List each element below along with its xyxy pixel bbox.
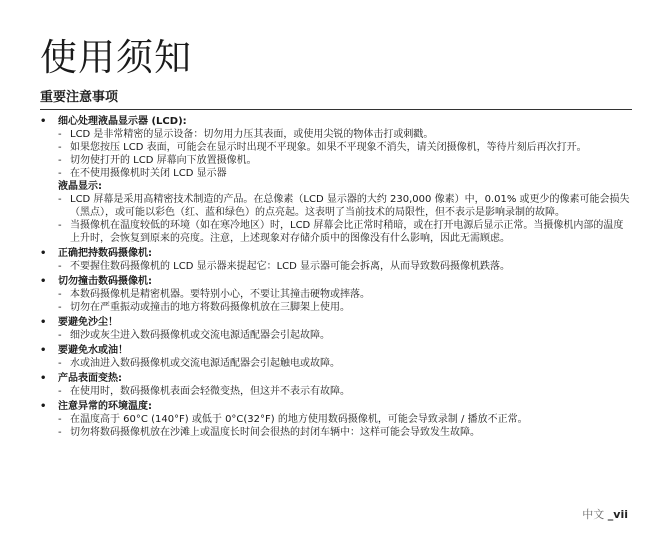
item-heading: 细心处理液晶显示器 (LCD): [58, 116, 187, 127]
sub-item-text: LCD 是非常精密的显示设备：切勿用力压其表面，或使用尖锐的物体击打或刺戳。 [70, 129, 434, 140]
sub-item: - 切勿在严重振动或撞击的地方将数码摄像机放在三脚架上使用。 [58, 302, 350, 313]
sub-item: - 不要握住数码摄像机的 LCD 显示器来提起它：LCD 显示器可能会拆离，从而导致数码摄像机跌落。 [58, 261, 511, 272]
bullet-icon: • [40, 276, 47, 287]
item-heading: 正确把持数码摄像机: [58, 248, 152, 259]
sub-item-text: 如果您按压 LCD 表面，可能会在显示时出现不平现象。如果不平现象不消失，请关闭摄像机，等待片刻后再次打开。 [70, 142, 587, 153]
sub-item: - 切勿将数码摄像机放在沙滩上或温度长时间会很热的封闭车辆中：这样可能会导致发生故障。 [58, 427, 480, 438]
sub-item-text: LCD 屏幕是采用高精密技术制造的产品。在总像素（LCD 显示器的大约 230,000 像素）中，0.01% 或更少的像素可能会损失（黑点），或可能以彩色（红、蓝和绿色）的点亮起。这表明了当前技术的局限性，但不表示是影响录制的故障。 [70, 194, 630, 218]
bullet-icon: • [40, 401, 47, 412]
sub-item-text: 切勿在严重振动或撞击的地方将数码摄像机放在三脚架上使用。 [70, 302, 350, 313]
list-item [40, 275, 632, 314]
list-item [40, 400, 632, 439]
item-heading: 要避免水或油！ [58, 345, 128, 356]
sub-item: - 水或油进入数码摄像机或交流电源适配器会引起触电或故障。 [58, 358, 340, 369]
sub-item-text: 细沙或灰尘进入数码摄像机或交流电源适配器会引起故障。 [70, 330, 330, 341]
list-item [40, 247, 632, 273]
bullet-icon: • [40, 116, 47, 127]
sub-item: - 如果您按压 LCD 表面，可能会在显示时出现不平现象。如果不平现象不消失，请关闭摄像机，等待片刻后再次打开。 [58, 142, 587, 153]
sub-item: - 在使用时，数码摄像机表面会轻微变热，但这并不表示有故障。 [58, 386, 350, 397]
footer-language: 中文 [582, 508, 605, 521]
page-footer [582, 508, 628, 522]
sub-item: - 当摄像机在温度较低的环境（如在寒冷地区）时，LCD 屏幕会比正常时稍暗，或在打开电源后显示正常。当摄像机内部的温度上升时，会恢复到原来的亮度。注意，上述现象对存储介质中的图像没有什么影响，因此无需顾虑。 [58, 220, 624, 244]
sub-item-text: 在不使用摄像机时关闭 LCD 显示器 [70, 168, 227, 179]
sub-item-text: 在温度高于 60°C (140°F) 或低于 0°C(32°F) 的地方使用数码摄像机，可能会导致录制 / 播放不正常。 [70, 414, 528, 425]
list-item [40, 372, 632, 398]
sub-item-text: 当摄像机在温度较低的环境（如在寒冷地区）时，LCD 屏幕会比正常时稍暗，或在打开电源后显示正常。当摄像机内部的温度上升时，会恢复到原来的亮度。注意，上述现象对存储介质中的图像没有什么影响，因此无需顾虑。 [70, 220, 624, 244]
item-heading: 注意异常的环境温度: [58, 401, 152, 412]
item-heading: 产品表面变热: [58, 373, 122, 384]
list-item [40, 316, 632, 342]
bullet-icon: • [40, 345, 47, 356]
sub-item-text: 不要握住数码摄像机的 LCD 显示器来提起它：LCD 显示器可能会拆离，从而导致数码摄像机跌落。 [70, 261, 511, 272]
sub-item-text: 本数码摄像机是精密机器。要特别小心，不要让其撞击硬物或摔落。 [70, 289, 370, 300]
sub-item: - 细沙或灰尘进入数码摄像机或交流电源适配器会引起故障。 [58, 330, 330, 341]
item-heading: 要避免沙尘！ [58, 317, 118, 328]
sub-item: - LCD 屏幕是采用高精密技术制造的产品。在总像素（LCD 显示器的大约 230,000 像素）中，0.01% 或更少的像素可能会损失（黑点），或可能以彩色（红、蓝和绿色）的点亮起。这表明了当前技术的局限性，但不表示是影响录制的故障。 [58, 194, 630, 218]
sub-item-text: 切勿将数码摄像机放在沙滩上或温度长时间会很热的封闭车辆中：这样可能会导致发生故障。 [70, 427, 480, 438]
sub-item: - 切勿使打开的 LCD 屏幕向下放置摄像机。 [58, 155, 257, 166]
bullet-icon: • [40, 373, 47, 384]
sub-item: - 本数码摄像机是精密机器。要特别小心，不要让其撞击硬物或摔落。 [58, 289, 370, 300]
sub-item-text: 切勿使打开的 LCD 屏幕向下放置摄像机。 [70, 155, 257, 166]
item-heading: 切勿撞击数码摄像机: [58, 276, 152, 287]
sub-item: - 在温度高于 60°C (140°F) 或低于 0°C(32°F) 的地方使用数码摄像机，可能会导致录制 / 播放不正常。 [58, 414, 528, 425]
bullet-icon: • [40, 317, 47, 328]
notes-list [40, 113, 632, 439]
page-number: _vii [607, 508, 628, 521]
sub-item: - LCD 是非常精密的显示设备：切勿用力压其表面，或使用尖锐的物体击打或刺戳。 [58, 129, 434, 140]
section-heading: 重要注意事项 [40, 90, 632, 110]
item-subheading: 液晶显示: [58, 181, 102, 192]
bullet-icon: • [40, 248, 47, 259]
sub-item-text: 在使用时，数码摄像机表面会轻微变热，但这并不表示有故障。 [70, 386, 350, 397]
list-item [40, 344, 632, 370]
page-title: 使用须知 [40, 36, 192, 79]
sub-item-text: 水或油进入数码摄像机或交流电源适配器会引起触电或故障。 [70, 358, 340, 369]
list-item [40, 115, 632, 245]
sub-item: - 在不使用摄像机时关闭 LCD 显示器 [58, 168, 227, 179]
